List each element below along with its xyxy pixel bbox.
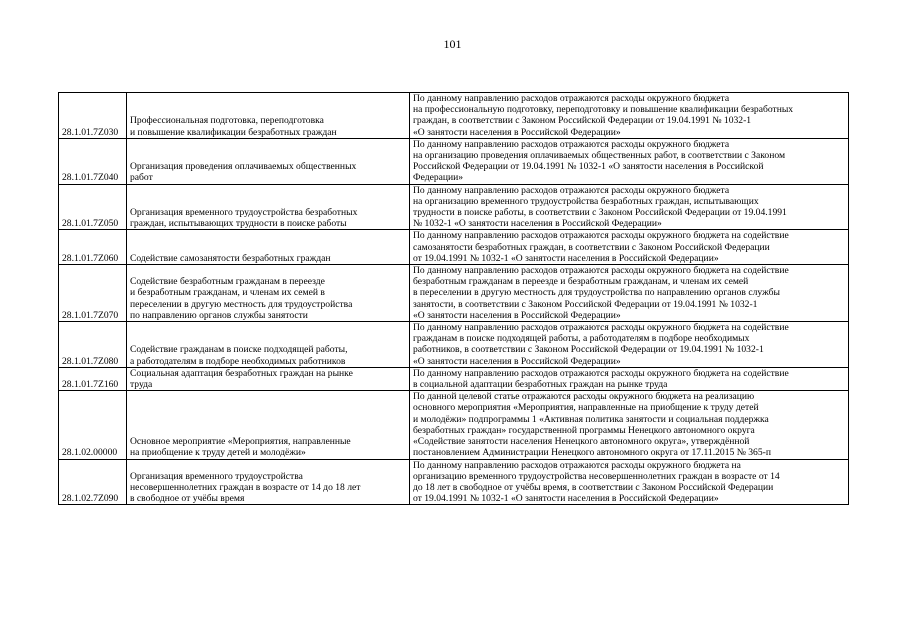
expense-name: Содействие безработным гражданам в переезде и безработным гражданам, и членам их семей в переселении в другую местность для трудоустройства по направлению органов службы занятости bbox=[130, 276, 353, 321]
expense-name: Профессиональная подготовка, переподготовка и повышение квалификации безработных граждан bbox=[130, 115, 337, 138]
expense-description: По данной целевой статье отражаются расходы окружного бюджета на реализацию основного мероприятия «Мероприятия, направленные на приобщение к труду детей и молодёжи» подпрограммы 1 «Активная политика занятости и социальная поддержка безработных граждан» государственной программы Ненецкого автономного округа «Содействие занятости населения Ненецкого автономного округа», утверждённой постановлением Администрации Ненецкого автономного округа от 17.11.2015 № 365-п bbox=[410, 391, 849, 459]
target-code: 28.1.01.7Z160 bbox=[59, 367, 127, 390]
expense-name: Организация проведения оплачиваемых общественных работ bbox=[130, 161, 357, 184]
target-code: 28.1.01.7Z030 bbox=[59, 93, 127, 139]
expense-name: Содействие гражданам в поиске подходящей работы, а работодателям в подборе необходимых работников bbox=[130, 344, 348, 367]
budget-classification-table bbox=[58, 92, 849, 505]
target-code: 28.1.01.7Z070 bbox=[59, 265, 127, 322]
target-code: 28.1.01.7Z060 bbox=[59, 230, 127, 265]
expense-description: По данному направлению расходов отражаются расходы окружного бюджета на содействие безработным гражданам в переезде и безработным гражданам, и членам их семей в переселении в другую местность для трудоустройства по направлению органов службы занятости, в соответствии с Законом Российской Федерации от 19.04.1991 № 1032-1 «О занятости населения в Российской Федерации» bbox=[410, 265, 849, 322]
table-row bbox=[59, 138, 849, 184]
table-row bbox=[59, 322, 849, 368]
table-row bbox=[59, 391, 849, 459]
expense-description: По данному направлению расходов отражаются расходы окружного бюджета на содействие самозанятости безработных граждан, в соответствии с Законом Российской Федерации от 19.04.1991 № 1032-1 «О занятости населения в Российской Федерации» bbox=[410, 230, 849, 265]
target-code: 28.1.01.7Z080 bbox=[59, 322, 127, 368]
target-code: 28.1.01.7Z040 bbox=[59, 138, 127, 184]
expense-name: Социальная адаптация безработных граждан на рынке труда bbox=[130, 367, 353, 391]
target-code: 28.1.02.00000 bbox=[59, 391, 127, 459]
expense-name: Организация временного трудоустройства безработных граждан, испытывающих трудности в поиске работы bbox=[130, 207, 358, 230]
target-code: 28.1.01.7Z050 bbox=[59, 184, 127, 230]
table-row bbox=[59, 367, 849, 390]
expense-name: Организация временного трудоустройства несовершеннолетних граждан в возрасте от 14 до 18 лет в свободное от учёбы время bbox=[130, 470, 361, 505]
expense-description: По данному направлению расходов отражаются расходы окружного бюджета на профессиональную подготовку, переподготовку и повышение квалификации безработных граждан, в соответствии с Законом Российской Федерации от 19.04.1991 № 1032-1 «О занятости населения в Российской Федерации» bbox=[410, 93, 849, 139]
expense-description: По данному направлению расходов отражаются расходы окружного бюджета на содействие в социальной адаптации безработных граждан на рынке труда bbox=[410, 367, 849, 390]
expense-name: Основное мероприятие «Мероприятия, направленные на приобщение к труду детей и молодёжи» bbox=[130, 436, 351, 459]
table-row bbox=[59, 459, 849, 505]
expense-name: Содействие самозанятости безработных граждан bbox=[130, 252, 331, 264]
page-number: 101 bbox=[443, 37, 462, 51]
expense-description: По данному направлению расходов отражаются расходы окружного бюджета на организацию временного трудоустройства несовершеннолетних граждан в возрасте от 14 до 18 лет в свободное от учёбы время, в соответствии с Законом Российской Федерации от 19.04.1991 № 1032-1 «О занятости населения в Российской Федерации» bbox=[410, 459, 849, 505]
expense-description: По данному направлению расходов отражаются расходы окружного бюджета на организацию проведения оплачиваемых общественных работ, в соответствии с Законом Российской Федерации от 19.04.1991 № 1032-1 «О занятости населения в Российской Федерации» bbox=[410, 138, 849, 184]
table-row bbox=[59, 265, 849, 322]
table-row bbox=[59, 184, 849, 230]
target-code: 28.1.02.7Z090 bbox=[59, 459, 127, 505]
table-row bbox=[59, 93, 849, 139]
table-row bbox=[59, 230, 849, 265]
expense-description: По данному направлению расходов отражаются расходы окружного бюджета на содействие гражданам в поиске подходящей работы, а работодателям в подборе необходимых работников, в соответствии с Законом Российской Федерации от 19.04.1991 № 1032-1 «О занятости населения в Российской Федерации» bbox=[410, 322, 849, 368]
expense-description: По данному направлению расходов отражаются расходы окружного бюджета на организацию временного трудоустройства безработных граждан, испытывающих трудности в поиске работы, в соответствии с Законом Российской Федерации от 19.04.1991 № 1032-1 «О занятости населения в Российской Федерации» bbox=[410, 184, 849, 230]
